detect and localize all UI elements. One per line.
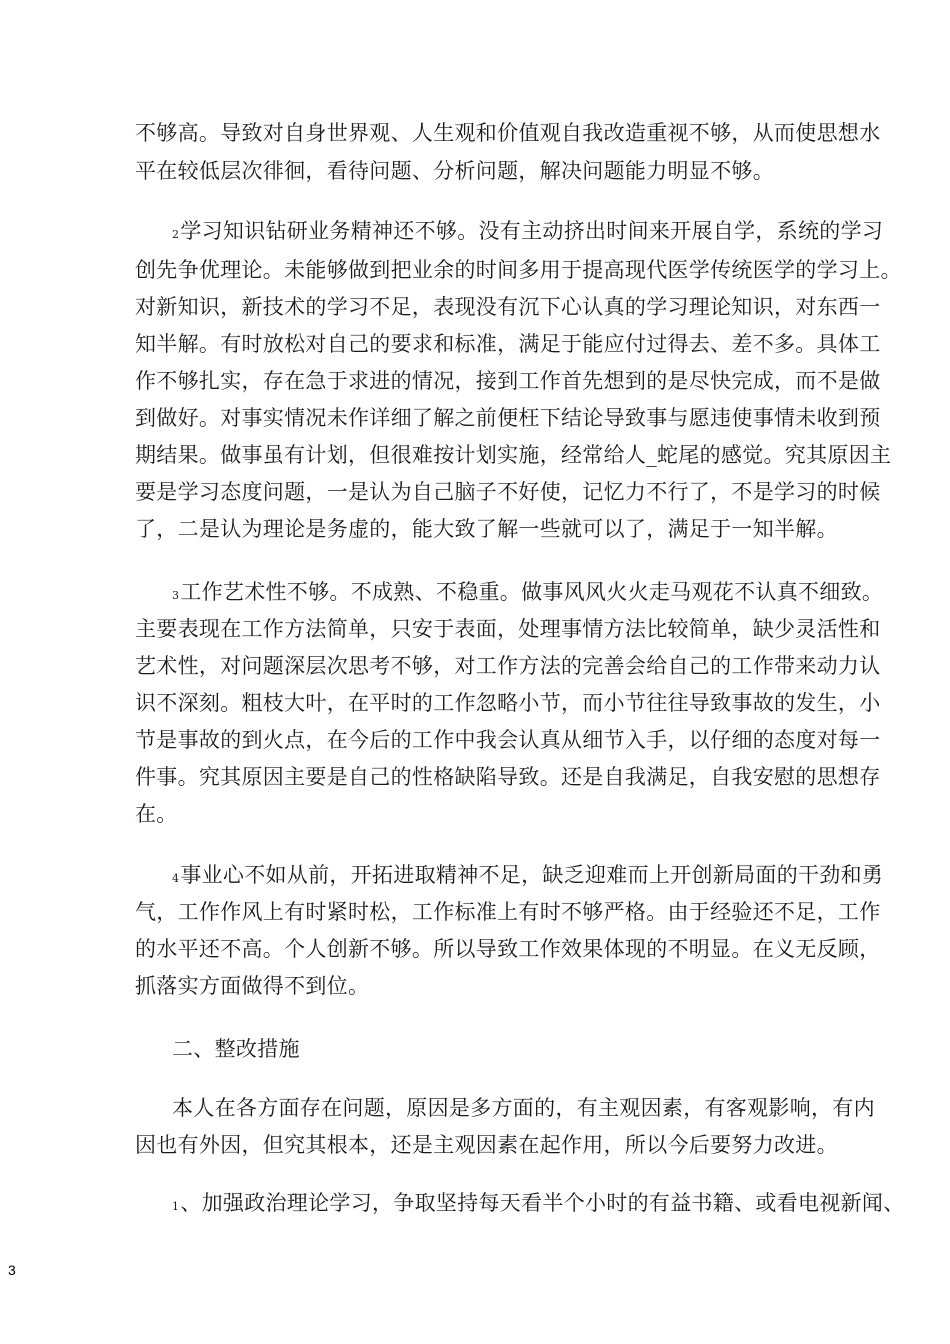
text-line: 期结果。做事虽有计划，但很难按计划实施，经常给人_蛇尾的感觉。究其原因主	[135, 443, 892, 467]
list-item-heading: 2学习知识钻研业务精神还不够。没有主动挤出时间来开展自学，系统的学习	[172, 219, 884, 243]
text-line: 不够高。导致对自身世界观、人生观和价值观自我改造重视不够，从而使思想水	[135, 121, 881, 145]
text-line: 要是学习态度问题，一是认为自己脑子不好使，记忆力不行了，不是学习的时候	[135, 480, 881, 504]
list-number: 3	[172, 589, 180, 602]
text-line: 抓落实方面做得不到位。	[135, 974, 370, 998]
text-line: 气，工作作风上有时紧时松，工作标准上有时不够严格。由于经验还不足，工作	[135, 900, 881, 924]
text-line: 了，二是认为理论是务虚的，能大致了解一些就可以了，满足于一知半解。	[135, 517, 838, 541]
text-line: 平在较低层次徘徊，看待问题、分析问题，解决问题能力明显不够。	[135, 159, 774, 183]
text-line: 件事。究其原因主要是自己的性格缺陷导致。还是自我满足，自我安慰的思想存	[135, 765, 881, 789]
page-number: 3	[8, 1262, 16, 1278]
text-line: 艺术性，对问题深层次思考不够，对工作方法的完善会给自己的工作带来动力认	[135, 654, 881, 678]
text-line: 知半解。有时放松对自己的要求和标准，满足于能应付过得去、差不多。具体工	[135, 332, 881, 356]
text-line: 对新知识，新技术的学习不足，表现没有沉下心认真的学习理论知识，对东西一	[135, 295, 881, 319]
text-line: 到做好。对事实情况未作详细了解之前便枉下结论导致事与愿违使事情未收到预	[135, 406, 881, 430]
list-number: 4	[172, 872, 180, 885]
text-line: 本人在各方面存在问题，原因是多方面的，有主观因素，有客观影响，有内	[172, 1096, 875, 1120]
text-line: 作不够扎实，存在急于求进的情况，接到工作首先想到的是尽快完成，而不是做	[135, 369, 881, 393]
list-item-heading: 3工作艺术性不够。不成熟、不稳重。做事风风火火走马观花不认真不细致。	[172, 580, 884, 604]
text-line: 的水平还不高。个人创新不够。所以导致工作效果体现的不明显。在义无反顾，	[135, 937, 881, 961]
text-line: 识不深刻。粗枝大叶，在平时的工作忽略小节，而小节往往导致事故的发生，小	[135, 691, 881, 715]
text-line: 创先争优理论。未能够做到把业余的时间多用于提高现代医学传统医学的学习上。	[135, 258, 902, 282]
text-line: 主要表现在工作方法简单，只安于表面，处理事情方法比较简单，缺少灵活性和	[135, 617, 881, 641]
section-heading: 二、整改措施	[172, 1037, 300, 1061]
text-line: 在。	[135, 802, 178, 826]
list-item-heading: 1、加强政治理论学习，争取坚持每天看半个小时的有益书籍、或看电视新闻、	[172, 1191, 905, 1215]
list-item-heading: 4事业心不如从前，开拓进取精神不足，缺乏迎难而上开创新局面的干劲和勇	[172, 863, 884, 887]
list-number: 1	[172, 1200, 180, 1213]
text-line: 因也有外因，但究其根本，还是主观因素在起作用，所以今后要努力改进。	[135, 1133, 838, 1157]
text-line: 节是事故的到火点，在今后的工作中我会认真从细节入手，以仔细的态度对每一	[135, 728, 881, 752]
list-number: 2	[172, 228, 180, 241]
